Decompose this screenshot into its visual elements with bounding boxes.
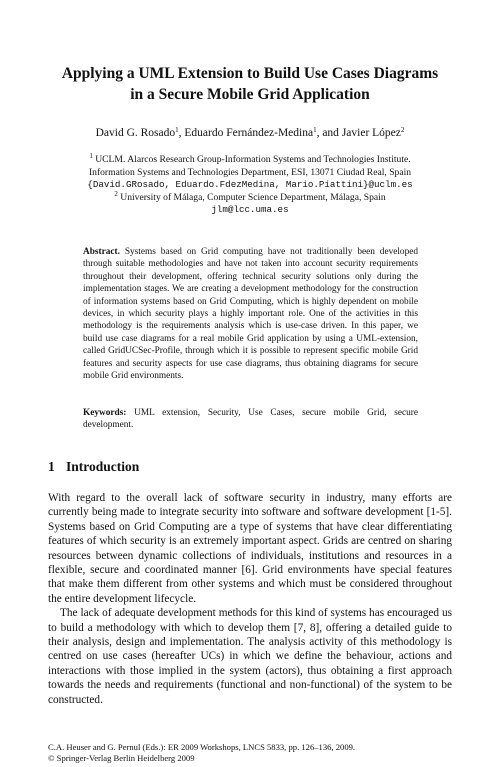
abstract-label: Abstract. bbox=[83, 247, 120, 257]
author-separator: , bbox=[178, 127, 185, 139]
affiliation-mark: 2 bbox=[114, 189, 118, 198]
section-title: Introduction bbox=[66, 459, 140, 474]
body-text bbox=[48, 491, 452, 707]
abstract-text: Systems based on Grid computing have not traditionally been developed through suitable methodologies and have not taken into account security requirements throughout their development, offering technical security solutions only during the implementation stages. We are creating a development methodology for the construction of information systems based on Grid Computing, which is highly dependent on mobile devices, in which security plays a highly important role. One of the activities in this methodology is the requirements analysis which is use-case driven. In this paper, we build use case diagrams for a real mobile Grid application by using a UML-extension, called GridUCSec-Profile, through which it is possible to represent specific mobile Grid features and security aspects for use case diagrams, thus obtaining diagrams for secure mobile Grid environments. bbox=[83, 247, 418, 382]
page-footer bbox=[48, 742, 452, 764]
keywords-text: UML extension, Security, Use Cases, secure mobile Grid, secure development. bbox=[83, 408, 418, 431]
abstract bbox=[83, 246, 418, 382]
affiliation-1-line-2: Information Systems and Technologies Department, ESI, 13071 Ciudad Real, Spain bbox=[88, 166, 412, 178]
author-affiliation-mark: 2 bbox=[400, 126, 405, 134]
author-affiliation-mark: 1 bbox=[175, 126, 179, 134]
title-line-2: in a Secure Mobile Grid Application bbox=[130, 86, 370, 103]
author-name: Eduardo Fernández-Medina bbox=[184, 127, 314, 139]
affiliation-1-line-1 bbox=[40, 154, 460, 167]
footer-citation: C.A. Heuser and G. Pernul (Eds.): ER 2009 Workshops, LNCS 5833, pp. 126–136, 2009. bbox=[48, 742, 356, 752]
author-list bbox=[40, 126, 460, 141]
title-line-1: Applying a UML Extension to Build Use Cases Diagrams bbox=[61, 65, 439, 82]
body-paragraph-2: The lack of adequate development methods for this kind of systems has encouraged us to build a methodology with which to develop them [7, 8], offering a detailed guide to their analysis, design and implementation. The analysis activity of this methodology is centred on use cases (hereafter UCs) in which we define the behaviour, actions and interactions with those implied in the system (actors), thus obtaining a first approach towards the needs and requirements (functional and non-functional) of the system to be constructed. bbox=[48, 607, 452, 706]
author-separator: , and bbox=[316, 127, 342, 139]
section-heading bbox=[48, 458, 139, 476]
affiliation-text: UCLM. Alarcos Research Group-Information Systems and Technologies Institute. bbox=[95, 154, 411, 165]
affiliation-2-line-1 bbox=[40, 189, 460, 205]
affiliations bbox=[40, 154, 460, 217]
keywords-label: Keywords: bbox=[83, 408, 127, 418]
affiliation-2-email: jlm@lcc.uma.es bbox=[211, 204, 289, 215]
author-affiliation-mark: 1 bbox=[313, 126, 317, 134]
affiliation-text: University of Málaga, Computer Science Department, Málaga, Spain bbox=[120, 191, 386, 203]
affiliation-mark: 1 bbox=[89, 152, 93, 160]
author-name: Javier López bbox=[341, 127, 401, 139]
section-number: 1 bbox=[48, 459, 55, 474]
body-paragraph-1: With regard to the overall lack of software security in industry, many efforts are currently being made to integrate security into software and software development [1-5]. Systems based on Grid Computing are a type of systems that have clear differentiating features of which security is an extremely important aspect. Grids are centred on sharing resources between dynamic collections of individuals, institutions and resources in a flexible, secure and coordinated manner [6]. Grid environments have special features that make them different from other systems and which must be considered throughout the entire development lifecycle. bbox=[48, 492, 452, 605]
affiliation-1-email: {David.GRosado, Eduardo.FdezMedina, Mario.Piattini}@uclm.es bbox=[87, 179, 413, 190]
author-name: David G. Rosado bbox=[95, 127, 176, 139]
paper-title bbox=[40, 63, 460, 105]
footer-copyright: © Springer-Verlag Berlin Heidelberg 2009 bbox=[48, 753, 195, 763]
keywords bbox=[83, 407, 418, 432]
